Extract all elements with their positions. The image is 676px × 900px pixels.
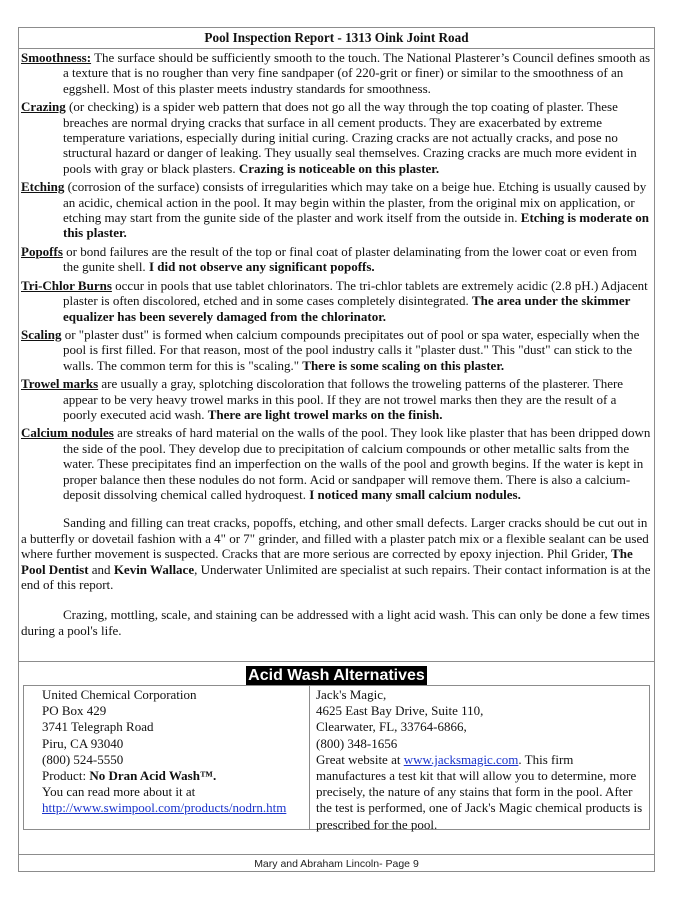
term-finding: I noticed many small calcium nodules. — [309, 486, 521, 502]
pool-dentist-name: The Pool Dentist — [21, 546, 633, 577]
jacksmagic-link[interactable]: www.jacksmagic.com — [403, 751, 519, 767]
term-text: are usually a gray, splotching discoloration that follows the troweling patterns of the plasterer. There appear to be very heavy trowel marks in this pool. If they are not trowel marks then they are the result of a poorly executed acid wash. — [63, 376, 624, 422]
term-finding: I did not observe any significant popoffs. — [148, 259, 375, 275]
term-crazing — [21, 99, 652, 176]
term-scaling — [21, 327, 652, 373]
term-finding: There is some scaling on this plaster. — [302, 357, 505, 373]
united-chemical-cell — [24, 686, 310, 829]
term-name: Smoothness: — [21, 50, 92, 65]
term-finding: There are light trowel marks on the finish. — [207, 406, 443, 422]
footer-divider — [19, 854, 654, 855]
term-smoothness — [21, 50, 652, 96]
description — [316, 752, 645, 833]
description-text: . This firm manufactures a test kit that will allow you to determine, more precisely, the nature of any stains that form in the pool. After the test is performed, one of Jack's Magic chemical products is prescribed for the pool. — [316, 751, 643, 832]
term-finding: Etching is moderate on this plaster. — [63, 210, 649, 241]
term-name: Etching — [21, 179, 65, 195]
term-text: are streaks of hard material on the walls of the pool. They look like plaster that has been dripped down the side of the pool. They develop due to precipitation of calcium compounds or other metallic salts from the water. These precipitates find an imperfection on the walls of the pool and growth begins. If the water is kept in proper balance then these nodules do not form. Acid or sandpaper will remove them. There is also a calcium-deposit dissolving chemical called hydroquest. — [63, 425, 651, 502]
term-name: Tri-Chlor Burns — [21, 277, 112, 293]
phone-line: (800) 348-1656 — [316, 735, 398, 751]
page-footer: Mary and Abraham Lincoln- Page 9 — [254, 858, 419, 870]
address-line: 4625 East Bay Drive, Suite 110, — [316, 703, 484, 719]
term-name: Popoffs — [21, 243, 63, 259]
address-line: 3741 Telegraph Road — [42, 719, 154, 735]
kevin-wallace-name: Kevin Wallace — [113, 561, 195, 577]
term-text: or bond failures are the result of the top or final coat of plaster delaminating from the lower coat or even from the gunite shell. — [62, 243, 637, 275]
acid-wash-alternatives-table — [23, 685, 650, 830]
term-text: (or checking) is a spider web pattern that does not go all the way through the top coating of plaster. These breaches are normal drying cracks that surface in all cement products. They are exacerbated by extreme temperature variations, especially during initial curing. Crazing cracks are not actually cracks, and pose no structural hazard or danger of leaking. They usually seal themselves. Crazing cracks are much more evident in pools with gray or black plasters. — [63, 99, 637, 176]
report-title: Pool Inspection Report - 1313 Oink Joint Road — [204, 30, 469, 45]
paragraph-text: Sanding and filling can treat cracks, popoffs, etching, and other small defects. Larger cracks should be cut out in a butterfly or dovetail fashion with a 4" or 7" grinder, and filled with a plaster patch mix or a flexible sealant can be used where further movement is suspected. Cracks that are more serious are corrected by epoxy injection. Phil Grider, — [21, 515, 649, 562]
jacks-magic-cell — [310, 686, 649, 832]
term-name: Calcium nodules — [21, 425, 114, 441]
term-trowel-marks — [21, 376, 652, 422]
term-name: Trowel marks — [21, 376, 99, 392]
term-popoffs — [21, 244, 652, 275]
product-line — [42, 768, 303, 784]
term-text: The surface should be sufficiently smooth to the touch. The National Plasterer’s Council defines smooth as a texture that is no rougher than very fine sandpaper (of 220-grit or finer) or similar to the smoothness of an eggshell. Most of this plaster meets industry standards for smoothness. — [63, 50, 651, 96]
acid-wash-heading: Acid Wash Alternatives — [248, 667, 425, 684]
swimpool-link[interactable]: http://www.swimpool.com/products/nodrn.htm — [42, 800, 287, 816]
term-text: (corrosion of the surface) consists of irregularities which may take on a beige hue. Etching is usually caused by an acidic, chemical action in the pool. It may begin within the plaster, from the original mix on application, or etching may start from the gunite side of the plaster and work itself from the outside in. — [63, 179, 647, 226]
product-label: Product: — [42, 768, 90, 784]
report-page — [18, 27, 655, 872]
read-more-line: You can read more about it at — [42, 784, 196, 800]
report-body — [21, 50, 652, 653]
term-calcium-nodules — [21, 425, 652, 502]
address-line: United Chemical Corporation — [42, 687, 197, 702]
paragraph-text: , Underwater Unlimited are specialist at such repairs. Their contact information is at the end of this report. — [21, 561, 651, 592]
term-text: or "plaster dust" is formed when calcium compounds precipitates out of pool or spa water, especially when the pool is first filled. For that reason, most of the pool industry calls it "plaster dust." This "dust" can stick to the walls. The common term for this is "scaling." — [61, 326, 640, 373]
address-line: PO Box 429 — [42, 703, 107, 719]
term-finding: Crazing is noticeable on this plaster. — [238, 160, 440, 176]
section-divider — [19, 661, 654, 662]
term-finding: The area under the skimmer equalizer has been severely damaged from the chlorinator. — [63, 293, 631, 324]
repair-paragraph — [21, 515, 652, 592]
term-name: Scaling — [21, 326, 62, 342]
term-text: occur in pools that use tablet chlorinators. The tri-chlor tablets are extremely acidic (2.8 pH.) Adjacent plaster is often discolored, etched and in some cases completely disintegrated. — [63, 277, 648, 309]
website-prefix: Great website at — [316, 751, 404, 767]
acid-wash-heading-row — [19, 666, 654, 686]
product-name: No Dran Acid Wash™. — [89, 768, 217, 784]
address-line: Jack's Magic, — [316, 687, 387, 702]
acid-wash-paragraph: Crazing, mottling, scale, and staining can be addressed with a light acid wash. This can only be done a few times during a pool's life. — [21, 607, 650, 638]
term-name: Crazing — [21, 99, 66, 115]
phone-line: (800) 524-5550 — [42, 751, 124, 767]
title-row — [19, 28, 654, 49]
paragraph-text: and — [88, 561, 114, 577]
address-line: Piru, CA 93040 — [42, 735, 124, 751]
address-line: Clearwater, FL, 33764-6866, — [316, 719, 467, 735]
term-etching — [21, 179, 652, 241]
term-tri-chlor-burns — [21, 278, 652, 324]
